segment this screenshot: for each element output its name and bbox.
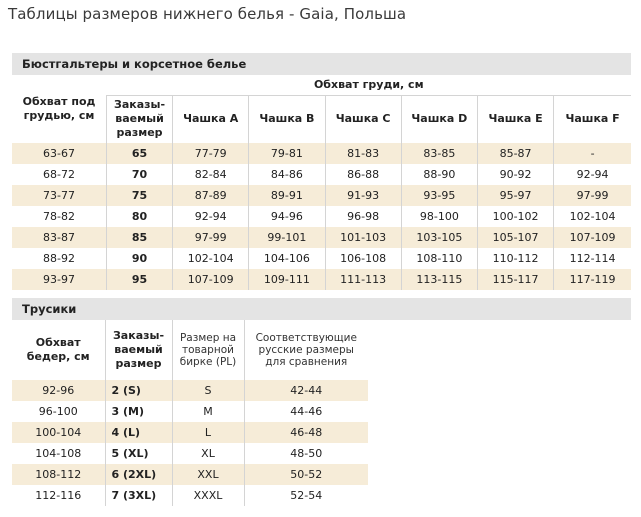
cup-cell: - bbox=[554, 143, 631, 164]
tag-size-cell: XXL bbox=[172, 464, 244, 485]
cup-cell: 107-109 bbox=[554, 227, 631, 248]
cup-cell: 87-89 bbox=[173, 185, 249, 206]
cup-cell: 84-86 bbox=[249, 164, 325, 185]
cup-cell: 104-106 bbox=[249, 248, 325, 269]
order-size-cell: 70 bbox=[107, 164, 173, 185]
cup-cell: 89-91 bbox=[249, 185, 325, 206]
tag-size-cell: M bbox=[172, 401, 244, 422]
order-size-header: Заказы-ваемый размер bbox=[107, 95, 173, 143]
cup-cell: 97-99 bbox=[554, 185, 631, 206]
cup-cell: 99-101 bbox=[249, 227, 325, 248]
order-size-cell: 3 (M) bbox=[105, 401, 172, 422]
cup-header: Чашка E bbox=[477, 95, 553, 143]
cup-header: Чашка F bbox=[554, 95, 631, 143]
cup-cell: 96-98 bbox=[325, 206, 401, 227]
tag-size-cell: XL bbox=[172, 443, 244, 464]
cup-cell: 113-115 bbox=[401, 269, 477, 290]
cup-cell: 101-103 bbox=[325, 227, 401, 248]
ru-size-cell: 50-52 bbox=[244, 464, 368, 485]
cup-cell: 100-102 bbox=[477, 206, 553, 227]
cup-cell: 91-93 bbox=[325, 185, 401, 206]
cup-cell: 102-104 bbox=[173, 248, 249, 269]
hip-cell: 100-104 bbox=[12, 422, 105, 443]
band-cell: 68-72 bbox=[43, 168, 75, 181]
table-row bbox=[12, 422, 368, 443]
table-row bbox=[12, 380, 368, 401]
table-row bbox=[12, 164, 631, 185]
hip-cell: 112-116 bbox=[35, 489, 82, 502]
ru-size-cell: 48-50 bbox=[244, 443, 368, 464]
table-row bbox=[12, 269, 631, 290]
cup-cell: 88-90 bbox=[401, 164, 477, 185]
cup-cell: 97-99 bbox=[173, 227, 249, 248]
cup-header: Чашка A bbox=[173, 95, 249, 143]
cup-cell: 107-109 bbox=[173, 269, 249, 290]
cup-cell: 108-110 bbox=[401, 248, 477, 269]
order-size-cell: 2 (S) bbox=[105, 380, 172, 401]
cup-cell: 111-113 bbox=[325, 269, 401, 290]
ru-size-cell: 52-54 bbox=[244, 485, 368, 506]
order-size-cell: 85 bbox=[107, 227, 173, 248]
order-size-cell: 6 (2XL) bbox=[105, 464, 172, 485]
panties-section-header: Трусики bbox=[12, 298, 631, 320]
page-title: Таблицы размеров нижнего белья - Gaia, Польша bbox=[8, 5, 407, 23]
cup-cell: 95-97 bbox=[477, 185, 553, 206]
table-row bbox=[12, 464, 368, 485]
band-cell: 78-82 bbox=[43, 210, 75, 223]
cup-cell: 81-83 bbox=[325, 143, 401, 164]
hip-cell: 104-108 bbox=[35, 447, 82, 460]
cup-cell: 83-85 bbox=[401, 143, 477, 164]
band-cell: 83-87 bbox=[12, 227, 107, 248]
band-cell: 73-77 bbox=[12, 185, 107, 206]
cup-cell: 86-88 bbox=[325, 164, 401, 185]
cup-cell: 110-112 bbox=[477, 248, 553, 269]
table-row bbox=[12, 401, 368, 422]
table-row bbox=[12, 248, 631, 269]
hip-cell: 92-96 bbox=[12, 380, 105, 401]
cup-cell: 102-104 bbox=[554, 206, 631, 227]
order-size-cell: 65 bbox=[107, 143, 173, 164]
cup-cell: 105-107 bbox=[477, 227, 553, 248]
table-row bbox=[12, 227, 631, 248]
tag-size-cell: XXXL bbox=[172, 485, 244, 506]
order-size-cell: 4 (L) bbox=[105, 422, 172, 443]
ru-size-header: Соответствующие русские размеры для сравнения bbox=[244, 320, 368, 380]
order-size-cell: 95 bbox=[107, 269, 173, 290]
band-header: Обхват под грудью, см bbox=[22, 95, 96, 122]
cup-cell: 92-94 bbox=[554, 164, 631, 185]
band-cell: 93-97 bbox=[12, 269, 107, 290]
cup-cell: 92-94 bbox=[173, 206, 249, 227]
cup-cell: 90-92 bbox=[477, 164, 553, 185]
band-cell: 88-92 bbox=[43, 252, 75, 265]
ru-size-cell: 44-46 bbox=[244, 401, 368, 422]
bra-section-header: Бюстгальтеры и корсетное белье bbox=[12, 53, 631, 75]
cup-cell: 103-105 bbox=[401, 227, 477, 248]
cup-header: Чашка B bbox=[249, 95, 325, 143]
cup-cell: 77-79 bbox=[173, 143, 249, 164]
ru-size-cell: 42-44 bbox=[244, 380, 368, 401]
table-row bbox=[12, 143, 631, 164]
band-cell: 63-67 bbox=[12, 143, 107, 164]
cup-cell: 117-119 bbox=[554, 269, 631, 290]
cup-cell: 109-111 bbox=[249, 269, 325, 290]
cup-cell: 85-87 bbox=[477, 143, 553, 164]
order-size-cell: 80 bbox=[107, 206, 173, 227]
bra-size-table bbox=[12, 75, 631, 290]
tag-size-header: Размер на товарной бирке (PL) bbox=[172, 320, 244, 380]
order-size-cell: 7 (3XL) bbox=[105, 485, 172, 506]
cup-header: Чашка C bbox=[325, 95, 401, 143]
cup-header: Чашка D bbox=[401, 95, 477, 143]
tag-size-cell: L bbox=[172, 422, 244, 443]
cup-cell: 93-95 bbox=[401, 185, 477, 206]
hip-header: Обхват бедер, см bbox=[26, 336, 90, 363]
order-size-header: Заказы-ваемый размер bbox=[105, 320, 172, 380]
ru-size-cell: 46-48 bbox=[244, 422, 368, 443]
cup-cell: 115-117 bbox=[477, 269, 553, 290]
order-size-cell: 90 bbox=[107, 248, 173, 269]
cup-cell: 94-96 bbox=[249, 206, 325, 227]
tag-size-cell: S bbox=[172, 380, 244, 401]
bust-header: Обхват груди, см bbox=[107, 75, 631, 95]
table-row bbox=[12, 206, 631, 227]
panties-size-table bbox=[12, 320, 368, 506]
table-row bbox=[12, 185, 631, 206]
cup-cell: 98-100 bbox=[401, 206, 477, 227]
cup-cell: 79-81 bbox=[249, 143, 325, 164]
table-row bbox=[12, 485, 368, 506]
hip-cell: 96-100 bbox=[38, 405, 78, 418]
hip-cell: 108-112 bbox=[12, 464, 105, 485]
table-row bbox=[12, 443, 368, 464]
cup-cell: 112-114 bbox=[554, 248, 631, 269]
order-size-cell: 5 (XL) bbox=[105, 443, 172, 464]
cup-cell: 106-108 bbox=[325, 248, 401, 269]
order-size-cell: 75 bbox=[107, 185, 173, 206]
cup-cell: 82-84 bbox=[173, 164, 249, 185]
